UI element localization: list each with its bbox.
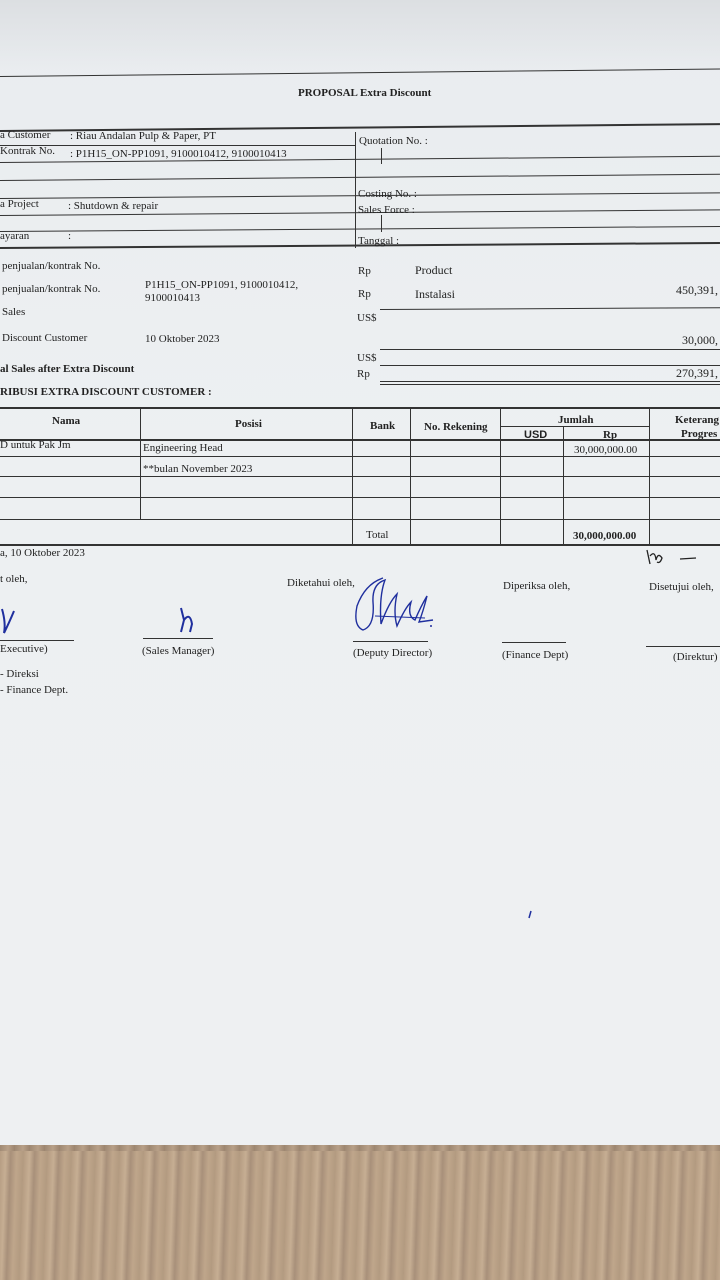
ink-mark [526, 910, 534, 920]
cc-direksi: - Direksi [0, 668, 39, 680]
role-deputy-director: (Deputy Director) [353, 647, 433, 659]
discount-value: 30,000, [682, 333, 718, 347]
distribution-title: RIBUSI EXTRA DISCOUNT CUSTOMER : [0, 386, 212, 398]
currency-usd: US$ [357, 352, 377, 364]
checked-by-label: Diperiksa oleh, [503, 580, 571, 592]
signature-line [502, 642, 566, 643]
customer-value: : Riau Andalan Pulp & Paper, PT [70, 130, 216, 142]
currency-rp: Rp [358, 288, 371, 300]
signature-sales-manager [176, 606, 200, 636]
sum-rule [380, 307, 720, 310]
col-header-rp: Rp [603, 429, 618, 441]
kontrak-label: Kontrak No. [0, 145, 55, 157]
sum-rule [380, 349, 720, 350]
row1-rp: 30,000,000.00 [574, 444, 638, 456]
table-col-divider [500, 408, 501, 545]
project-label: a Project [0, 198, 39, 210]
signature-line [353, 641, 428, 642]
currency-usd: US$ [357, 312, 377, 324]
row2-posisi: **bulan November 2023 [143, 463, 253, 475]
customer-label: a Customer [0, 129, 51, 141]
cc-finance: - Finance Dept. [0, 684, 69, 696]
after-discount-value: 270,391, [676, 366, 718, 380]
table-col-divider [352, 408, 353, 545]
signature-line [0, 640, 74, 641]
currency-rp: Rp [357, 368, 370, 380]
initials-mark [644, 546, 704, 570]
col-header-nama: Nama [52, 415, 81, 427]
bayaran-value: : [68, 230, 72, 242]
signature-executive [0, 605, 20, 639]
role-direktur: (Direktur) [673, 651, 718, 663]
col-header-keterangan: Keterang [675, 414, 719, 426]
col-header-posisi: Posisi [235, 418, 262, 430]
page-shadow [0, 0, 720, 70]
row1-nama: D untuk Pak Jm [0, 439, 71, 451]
currency-rp: Rp [358, 265, 371, 277]
row1-posisi: Engineering Head [143, 442, 223, 454]
header-small-divider [381, 148, 382, 164]
place-date: a, 10 Oktober 2023 [0, 547, 85, 559]
col-header-jumlah: Jumlah [558, 414, 594, 426]
col-header-usd: USD [524, 429, 548, 441]
desk-edge [0, 1145, 720, 1151]
header-small-divider [381, 215, 382, 232]
after-discount-label: al Sales after Extra Discount [0, 363, 135, 375]
header-line [0, 226, 720, 232]
page-title: PROPOSAL Extra Discount [298, 87, 432, 99]
contract-number-line1: P1H15_ON-PP1091, 9100010412, [145, 279, 299, 291]
total-value: 30,000,000.00 [573, 530, 637, 542]
role-executive: Executive) [0, 643, 48, 655]
made-by-label: t oleh, [0, 573, 28, 585]
sales-contract-label-2: penjualan/kontrak No. [2, 283, 101, 295]
col-header-progres: Progres [681, 428, 718, 440]
signature-line [646, 646, 720, 647]
header-line [0, 174, 720, 181]
costing-label: Costing No. : [358, 188, 417, 200]
table-row-line [0, 476, 720, 477]
tanggal-label: Tanggal : [358, 235, 400, 247]
table-col-divider [140, 408, 141, 519]
table-col-divider [563, 427, 564, 545]
discount-label: Discount Customer [2, 332, 88, 344]
discount-date: 10 Oktober 2023 [145, 333, 220, 345]
signature-deputy-director [345, 572, 440, 638]
table-row-line [0, 519, 720, 520]
table-bottom-border [0, 544, 720, 546]
role-finance-dept: (Finance Dept) [502, 649, 569, 661]
table-row-line [0, 497, 720, 498]
instalasi-label: Instalasi [415, 287, 455, 301]
kontrak-value: : P1H15_ON-PP1091, 9100010412, 9100010413 [70, 148, 287, 160]
desk-surface [0, 1145, 720, 1280]
project-value: : Shutdown & repair [68, 200, 159, 212]
role-sales-manager: (Sales Manager) [142, 645, 215, 657]
sum-rule-double [380, 384, 720, 385]
sum-rule-double [380, 381, 720, 382]
table-col-divider [410, 408, 411, 545]
signature-line [143, 638, 213, 639]
quotation-label: Quotation No. : [359, 135, 428, 147]
sales-contract-label: penjualan/kontrak No. [2, 260, 101, 272]
sales-label: Sales [2, 306, 26, 318]
table-top-border [0, 407, 720, 409]
table-col-divider [649, 408, 650, 545]
contract-number-line2: 9100010413 [145, 292, 200, 304]
bayaran-label: ayaran [0, 230, 30, 242]
col-header-bank: Bank [370, 420, 396, 432]
product-label: Product [415, 263, 453, 277]
salesforce-label: Sales Force : [358, 204, 415, 216]
approved-by-label: Disetujui oleh, [649, 581, 714, 593]
col-header-rekening: No. Rekening [424, 421, 488, 433]
total-label: Total [366, 529, 389, 541]
sum-rule [380, 365, 720, 366]
header-divider [355, 132, 356, 248]
instalasi-value: 450,391, [676, 283, 718, 297]
known-by-label: Diketahui oleh, [287, 577, 355, 589]
